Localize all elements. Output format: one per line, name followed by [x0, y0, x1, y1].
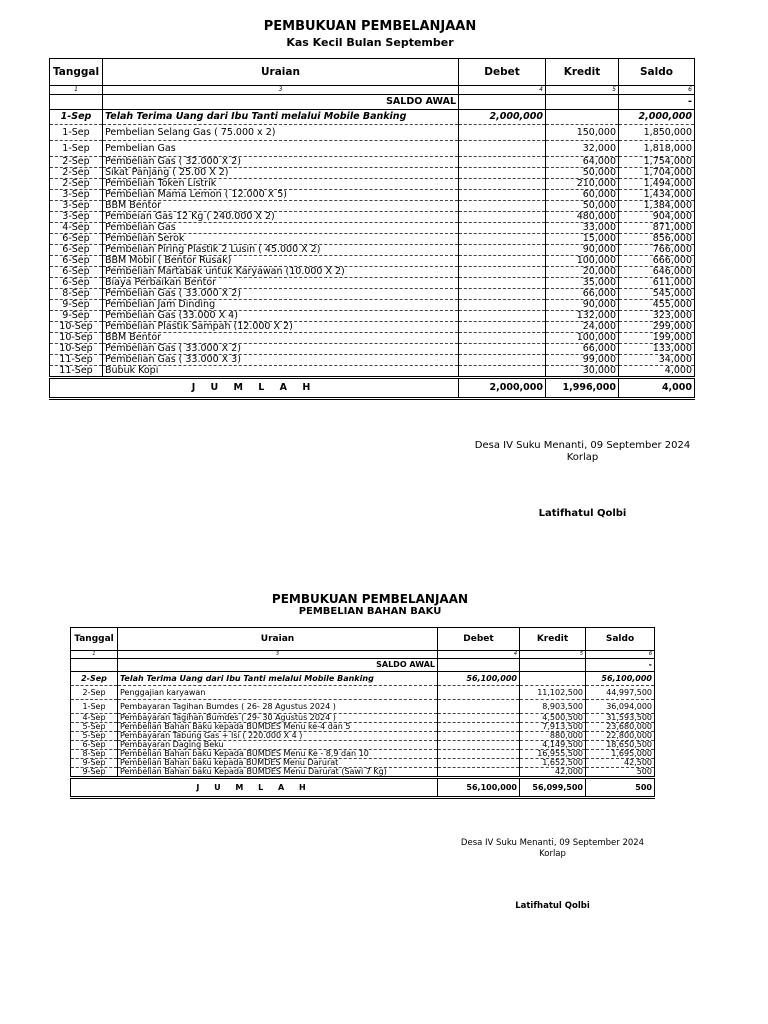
header-tanggal: Tanggal	[71, 628, 118, 651]
row-description: Pembayaran Tagihan Bumdes ( 29- 30 Agustus 2024 )	[118, 714, 438, 723]
row-debet	[459, 157, 546, 168]
row-saldo: 31,593,500	[586, 714, 655, 723]
row-kredit: 100,000	[546, 333, 619, 344]
row-kredit: 50,000	[546, 201, 619, 212]
column-number-row	[71, 651, 655, 659]
row-date: 4-Sep	[71, 714, 118, 723]
row-description: Pembelian Gas (33.000 X 4)	[103, 311, 459, 322]
row-kredit: 1,652,500	[520, 759, 586, 768]
row-saldo: 766,000	[619, 245, 695, 256]
row-date: 4-Sep	[50, 223, 103, 234]
row-saldo: 1,818,000	[619, 141, 695, 157]
row-description: Pembelian Serok	[103, 234, 459, 245]
table-row	[71, 723, 655, 732]
row-debet	[459, 300, 546, 311]
row-date: 6-Sep	[50, 278, 103, 289]
row-description: Pembelian Gas ( 33.000 X 2)	[103, 289, 459, 300]
table-row	[50, 223, 695, 234]
row-debet	[459, 289, 546, 300]
row-description: Pembelian Gas	[103, 223, 459, 234]
section2-place-date: Desa IV Suku Menanti, 09 September 2024	[460, 838, 645, 848]
row-debet	[438, 750, 520, 759]
row-date: 5-Sep	[71, 723, 118, 732]
row-kredit: 11,102,500	[520, 686, 586, 700]
row-description: Pembayaran Tagihan Bumdes ( 26- 28 Agustus 2024 )	[118, 700, 438, 714]
row-debet	[459, 256, 546, 267]
row-debet	[438, 723, 520, 732]
row-description: Pembelian Bahan baku Kepada BUMDES Menu Ke - 8,9 dan 10	[118, 750, 438, 759]
row-description: BBM Bentor	[103, 201, 459, 212]
row-kredit: 30,000	[546, 366, 619, 378]
row-kredit: 15,000	[546, 234, 619, 245]
row-kredit: 32,000	[546, 141, 619, 157]
table-row	[50, 256, 695, 267]
table-row	[71, 768, 655, 778]
row-debet	[438, 741, 520, 750]
header-saldo: Saldo	[619, 59, 695, 86]
column-number: 3	[118, 651, 438, 659]
row-description: Pembelian Bahan baku kepada BUMDES Menu Darurat	[118, 759, 438, 768]
row-description: Pembelian Gas ( 33.000 X 3)	[103, 355, 459, 366]
row-saldo: 23,680,000	[586, 723, 655, 732]
column-number: 6	[619, 86, 695, 95]
section1-subtitle: Kas Kecil Bulan September	[286, 36, 454, 49]
table-row	[50, 212, 695, 223]
saldo-awal-label: SALDO AWAL	[103, 95, 459, 110]
row-saldo: 1,494,000	[619, 179, 695, 190]
row-kredit	[520, 672, 586, 686]
row-description: Pembelian Martabak untuk Karyawan (10.000 X 2)	[103, 267, 459, 278]
row-date: 11-Sep	[50, 355, 103, 366]
table-row	[50, 125, 695, 141]
row-date: 1-Sep	[50, 125, 103, 141]
row-saldo: 22,800,000	[586, 732, 655, 741]
section1-place-date: Desa IV Suku Menanti, 09 September 2024	[474, 440, 691, 451]
total-saldo: 500	[586, 778, 655, 798]
row-date: 2-Sep	[50, 179, 103, 190]
row-description: Bubuk Kopi	[103, 366, 459, 378]
row-saldo: 42,500	[586, 759, 655, 768]
row-debet	[438, 714, 520, 723]
row-kredit: 20,000	[546, 267, 619, 278]
row-saldo: 871,000	[619, 223, 695, 234]
row-description: Pembelian Selang Gas ( 75.000 x 2)	[103, 125, 459, 141]
row-description: Biaya Perbaikan Bentor	[103, 278, 459, 289]
row-date: 6-Sep	[50, 256, 103, 267]
row-kredit: 33,000	[546, 223, 619, 234]
row-date: 1-Sep	[50, 110, 103, 125]
row-description: Pembayaran Daging Beku	[118, 741, 438, 750]
table-row	[71, 759, 655, 768]
row-kredit: 66,000	[546, 289, 619, 300]
row-kredit: 4,149,500	[520, 741, 586, 750]
row-kredit	[546, 110, 619, 125]
header-uraian: Uraian	[103, 59, 459, 86]
row-kredit: 16,955,500	[520, 750, 586, 759]
row-kredit: 42,000	[520, 768, 586, 778]
total-debet: 2,000,000	[459, 378, 546, 399]
column-number: 4	[438, 651, 520, 659]
row-description: Penggajian karyawan	[118, 686, 438, 700]
row-saldo: 18,650,500	[586, 741, 655, 750]
row-saldo: 199,000	[619, 333, 695, 344]
ledger-table-bahan-baku	[70, 627, 655, 799]
row-debet	[438, 768, 520, 778]
row-saldo: 500	[586, 768, 655, 778]
table-row	[71, 741, 655, 750]
row-date: 8-Sep	[50, 289, 103, 300]
row-description: Pembelian Gas ( 33.000 X 2)	[103, 344, 459, 355]
table-row	[50, 278, 695, 289]
row-debet	[459, 245, 546, 256]
row-debet	[459, 267, 546, 278]
row-debet	[459, 179, 546, 190]
saldo-awal-row	[71, 659, 655, 672]
row-kredit: 132,000	[546, 311, 619, 322]
row-saldo: 904,000	[619, 212, 695, 223]
row-saldo: 1,434,000	[619, 190, 695, 201]
header-tanggal: Tanggal	[50, 59, 103, 86]
row-saldo: 1,850,000	[619, 125, 695, 141]
header-saldo: Saldo	[586, 628, 655, 651]
row-saldo: 1,384,000	[619, 201, 695, 212]
section2-title: PEMBUKUAN PEMBELANJAAN	[271, 592, 469, 606]
row-saldo: 666,000	[619, 256, 695, 267]
section2-subtitle: PEMBELIAN BAHAN BAKU	[298, 606, 442, 617]
row-date: 5-Sep	[71, 732, 118, 741]
row-date: 10-Sep	[50, 344, 103, 355]
table-row	[50, 245, 695, 256]
row-description: Sikat Panjang ( 25.00 X 2)	[103, 168, 459, 179]
header-debet: Debet	[438, 628, 520, 651]
row-kredit: 880,000	[520, 732, 586, 741]
ledger-table-kas-kecil	[49, 58, 695, 400]
column-number: 4	[459, 86, 546, 95]
section2-role: Korlap	[539, 849, 566, 859]
row-kredit: 8,903,500	[520, 700, 586, 714]
saldo-awal-label: SALDO AWAL	[118, 659, 438, 672]
row-saldo: 1,754,000	[619, 157, 695, 168]
row-kredit: 60,000	[546, 190, 619, 201]
ledger-body	[71, 672, 655, 778]
row-debet	[438, 700, 520, 714]
row-debet	[459, 168, 546, 179]
column-number: 1	[50, 86, 103, 95]
row-description: Telah Terima Uang dari Ibu Tanti melalui Mobile Banking	[103, 110, 459, 125]
row-saldo: 646,000	[619, 267, 695, 278]
header-kredit: Kredit	[546, 59, 619, 86]
row-kredit: 99,000	[546, 355, 619, 366]
row-date: 10-Sep	[50, 333, 103, 344]
row-debet	[459, 190, 546, 201]
table-row	[71, 672, 655, 686]
row-date: 2-Sep	[50, 168, 103, 179]
row-saldo: 44,997,500	[586, 686, 655, 700]
row-date: 9-Sep	[50, 300, 103, 311]
table-row	[50, 366, 695, 378]
table-row	[71, 686, 655, 700]
row-date: 2-Sep	[50, 157, 103, 168]
row-kredit: 4,500,500	[520, 714, 586, 723]
section1-signatory-name: Latifhatul Qolbi	[538, 508, 627, 519]
row-description: Pembelian Piring Plastik 2 Lusin ( 45.000 X 2)	[103, 245, 459, 256]
row-date: 10-Sep	[50, 322, 103, 333]
table-row	[50, 322, 695, 333]
table-row	[50, 267, 695, 278]
row-date: 6-Sep	[50, 245, 103, 256]
table-row	[50, 311, 695, 322]
row-description: Pembelian Plastik Sampah (12.000 X 2)	[103, 322, 459, 333]
row-saldo: 455,000	[619, 300, 695, 311]
table-row	[50, 110, 695, 125]
column-number: 6	[586, 651, 655, 659]
row-debet	[459, 333, 546, 344]
row-date: 3-Sep	[50, 190, 103, 201]
table-row	[50, 141, 695, 157]
row-debet	[459, 355, 546, 366]
row-description: Pembelian Gas ( 32.000 X 2)	[103, 157, 459, 168]
row-date: 9-Sep	[71, 768, 118, 778]
row-kredit: 50,000	[546, 168, 619, 179]
total-debet: 56,100,000	[438, 778, 520, 798]
column-number: 5	[546, 86, 619, 95]
row-description: Pembelian Jam Dinding	[103, 300, 459, 311]
row-debet	[459, 125, 546, 141]
saldo-awal-row	[50, 95, 695, 110]
row-description: Pembelian Token Listrik	[103, 179, 459, 190]
row-debet	[459, 344, 546, 355]
row-debet	[459, 366, 546, 378]
row-saldo: 133,000	[619, 344, 695, 355]
total-label: J U M L A H	[71, 778, 438, 798]
row-description: BBM Mobil ( Bentor Rusak)	[103, 256, 459, 267]
table-row	[71, 700, 655, 714]
row-kredit: 90,000	[546, 245, 619, 256]
row-description: Pembelian Bahan baku Kepada BUMDES Menu Darurat (Sawi 7 Kg)	[118, 768, 438, 778]
row-debet	[459, 223, 546, 234]
row-date: 6-Sep	[50, 267, 103, 278]
row-kredit: 35,000	[546, 278, 619, 289]
table-row	[50, 333, 695, 344]
column-number: 1	[71, 651, 118, 659]
table-row	[50, 168, 695, 179]
section1-title: PEMBUKUAN PEMBELANJAAN	[263, 19, 477, 34]
column-number-row	[50, 86, 695, 95]
row-debet: 56,100,000	[438, 672, 520, 686]
row-debet	[459, 311, 546, 322]
table-row	[50, 201, 695, 212]
row-description: BBM Bentor	[103, 333, 459, 344]
ledger-body	[50, 110, 695, 378]
row-date: 8-Sep	[71, 750, 118, 759]
section2-signatory-name: Latifhatul Qolbi	[515, 901, 590, 911]
header-row	[71, 628, 655, 651]
column-number: 5	[520, 651, 586, 659]
row-saldo: 36,094,000	[586, 700, 655, 714]
row-saldo: 1,704,000	[619, 168, 695, 179]
row-date: 9-Sep	[50, 311, 103, 322]
header-kredit: Kredit	[520, 628, 586, 651]
table-row	[50, 234, 695, 245]
row-date: 2-Sep	[71, 686, 118, 700]
row-debet	[438, 732, 520, 741]
row-kredit: 64,000	[546, 157, 619, 168]
row-saldo: 299,000	[619, 322, 695, 333]
table-row	[71, 714, 655, 723]
row-date: 3-Sep	[50, 212, 103, 223]
header-row	[50, 59, 695, 86]
row-date: 6-Sep	[50, 234, 103, 245]
table-row	[50, 179, 695, 190]
total-saldo: 4,000	[619, 378, 695, 399]
row-date: 11-Sep	[50, 366, 103, 378]
row-kredit: 210,000	[546, 179, 619, 190]
table-row	[50, 289, 695, 300]
row-kredit: 480,000	[546, 212, 619, 223]
row-kredit: 24,000	[546, 322, 619, 333]
row-saldo: 56,100,000	[586, 672, 655, 686]
row-date: 1-Sep	[71, 700, 118, 714]
row-debet	[459, 201, 546, 212]
row-debet	[459, 278, 546, 289]
row-debet	[459, 141, 546, 157]
row-debet	[459, 322, 546, 333]
total-kredit: 56,099,500	[520, 778, 586, 798]
row-kredit: 100,000	[546, 256, 619, 267]
total-label: J U M L A H	[50, 378, 459, 399]
row-debet	[459, 234, 546, 245]
total-kredit: 1,996,000	[546, 378, 619, 399]
table-row	[71, 750, 655, 759]
row-date: 1-Sep	[50, 141, 103, 157]
row-description: Pembayaran Tabung Gas + Isi ( 220.000 X 4 )	[118, 732, 438, 741]
table-row	[50, 355, 695, 366]
table-row	[50, 300, 695, 311]
row-description: Telah Terima Uang dari Ibu Tanti melalui Mobile Banking	[118, 672, 438, 686]
total-row	[50, 378, 695, 399]
row-date: 3-Sep	[50, 201, 103, 212]
saldo-awal-value: -	[586, 659, 655, 672]
total-row	[71, 778, 655, 798]
row-kredit: 150,000	[546, 125, 619, 141]
row-debet	[459, 212, 546, 223]
row-saldo: 34,000	[619, 355, 695, 366]
row-debet: 2,000,000	[459, 110, 546, 125]
row-description: Pembelian Bahan Baku kepada BUMDES Menu ke-4 dan 5	[118, 723, 438, 732]
row-saldo: 856,000	[619, 234, 695, 245]
row-saldo: 2,000,000	[619, 110, 695, 125]
section1-role: Korlap	[566, 452, 599, 463]
row-kredit: 90,000	[546, 300, 619, 311]
table-row	[50, 344, 695, 355]
table-row	[50, 157, 695, 168]
header-debet: Debet	[459, 59, 546, 86]
row-saldo: 4,000	[619, 366, 695, 378]
row-saldo: 323,000	[619, 311, 695, 322]
table-row	[71, 732, 655, 741]
row-date: 9-Sep	[71, 759, 118, 768]
row-date: 2-Sep	[71, 672, 118, 686]
row-saldo: 611,000	[619, 278, 695, 289]
table-row	[50, 190, 695, 201]
row-date: 6-Sep	[71, 741, 118, 750]
row-description: Pembelian Gas	[103, 141, 459, 157]
row-description: Pembeian Gas 12 Kg ( 240.000 X 2)	[103, 212, 459, 223]
row-description: Pembelian Mama Lemon ( 12.000 X 5)	[103, 190, 459, 201]
row-kredit: 7,913,500	[520, 723, 586, 732]
row-kredit: 66,000	[546, 344, 619, 355]
row-debet	[438, 686, 520, 700]
row-saldo: 1,695,000	[586, 750, 655, 759]
header-uraian: Uraian	[118, 628, 438, 651]
row-debet	[438, 759, 520, 768]
saldo-awal-value: -	[619, 95, 695, 110]
column-number: 3	[103, 86, 459, 95]
row-saldo: 545,000	[619, 289, 695, 300]
